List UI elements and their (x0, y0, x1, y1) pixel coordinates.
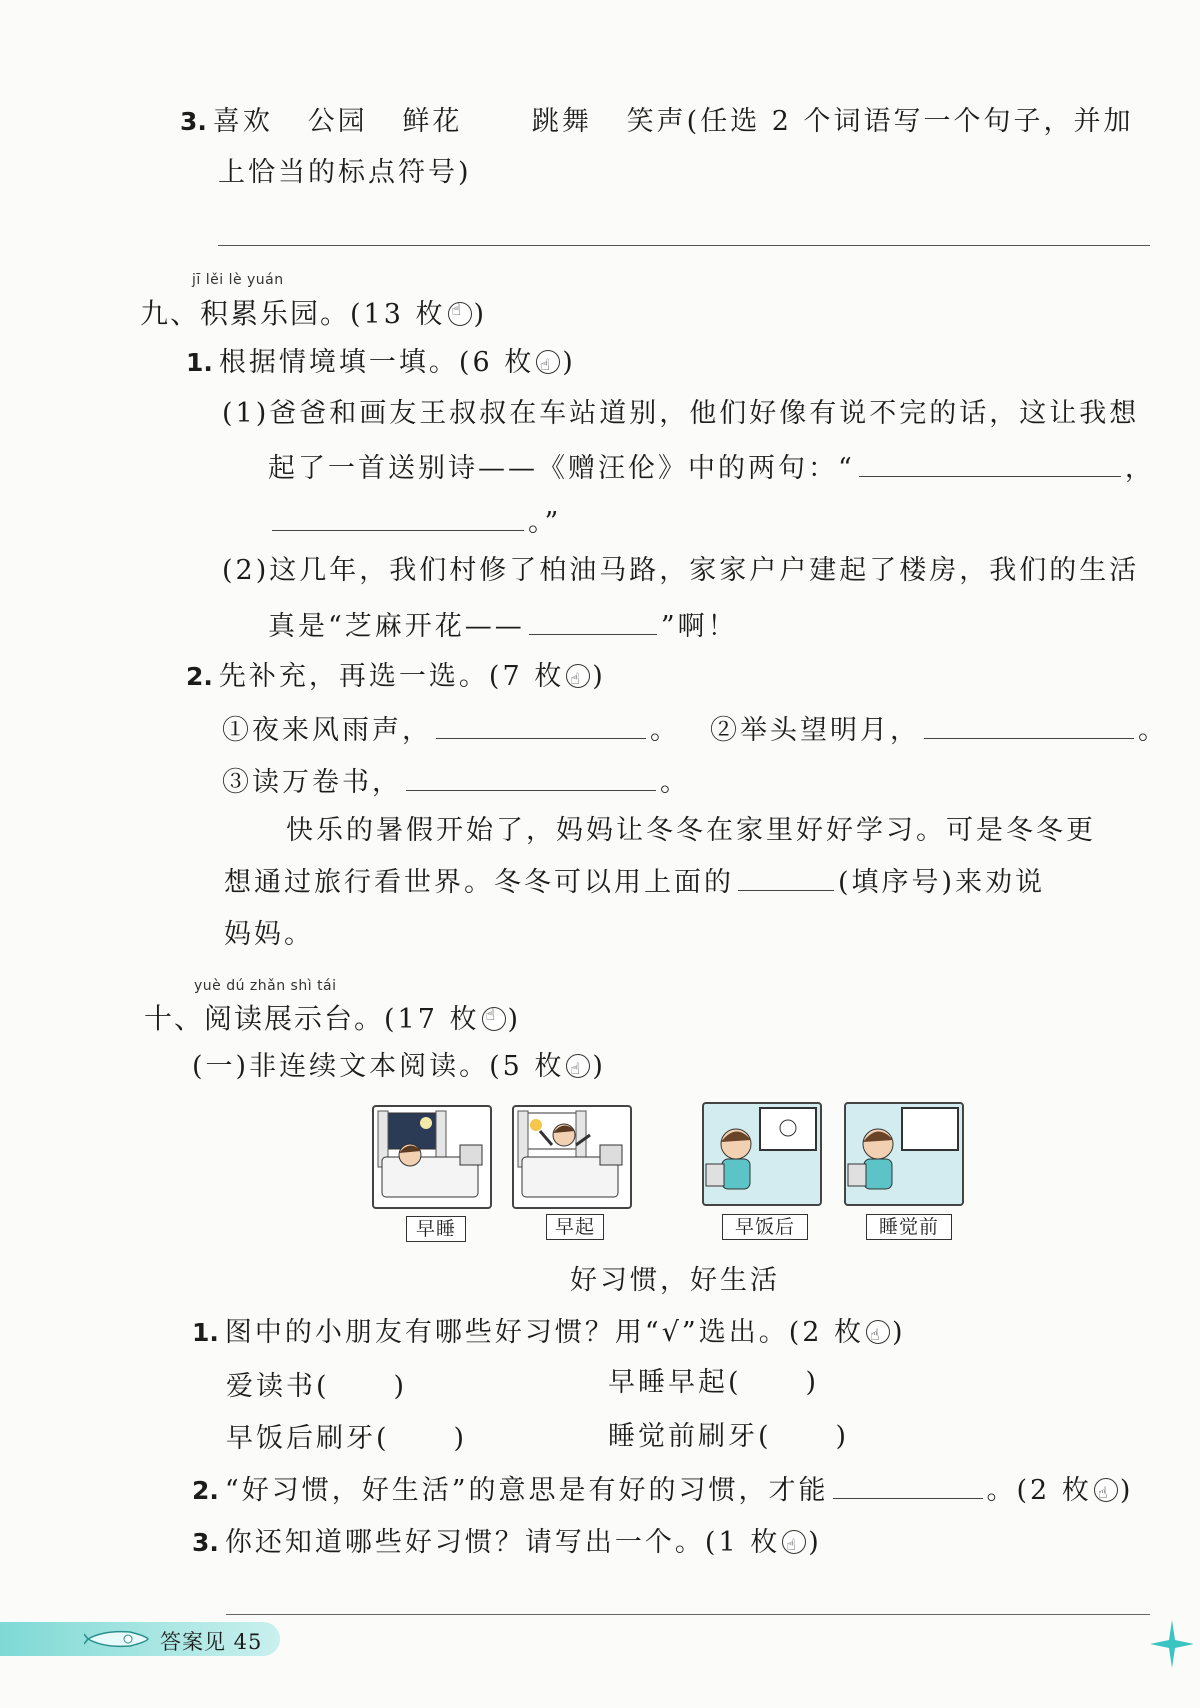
section10-pinyin: yuè dú zhǎn shì tái (194, 978, 337, 994)
caption-after-breakfast: 早饭后 (722, 1214, 808, 1240)
s10-q3-text: 你还知道哪些好习惯？请写出一个。(1 枚 (224, 1527, 781, 1558)
s10-q2-text: “好习惯，好生活”的意思是有好的习惯，才能 (224, 1475, 829, 1506)
section10-score-close: ) (507, 1004, 522, 1035)
s10-q2-close: ) (1119, 1475, 1134, 1506)
early-sleep-picture (372, 1105, 492, 1209)
s9-q2-item1-period: 。 (650, 715, 680, 746)
s9-q2-text: 先补充，再选一选。(7 枚 (218, 661, 565, 692)
s10-q1-opt4-close: ) (835, 1421, 850, 1452)
s10-q3-number: 3. (192, 1528, 219, 1557)
before-bed-picture (844, 1102, 964, 1206)
s9-q2-item2-period: 。 (1138, 715, 1168, 746)
q3-word-4: 跳舞 (531, 106, 592, 137)
answer-reference: 答案见 45 (160, 1630, 263, 1654)
s9-q2-para-line1: 快乐的暑假开始了，妈妈让冬冬在家里好好学习。可是冬冬更 (286, 815, 1096, 846)
s9-q1-s2-prompt: 真是“芝麻开花—— (268, 611, 525, 642)
s10-q2-line (192, 1474, 1133, 1508)
s10-q1-opt1[interactable] (226, 1370, 407, 1404)
q3-answer-line[interactable] (218, 245, 1150, 246)
q3-word-2: 公园 (307, 106, 368, 137)
s10-part1-close: ) (592, 1051, 606, 1082)
s10-q3-heading (192, 1526, 822, 1560)
thumbs-up-icon (1094, 1478, 1118, 1502)
rocket-icon (84, 1628, 150, 1650)
s10-q2-number: 2. (192, 1476, 219, 1505)
s9-q2-item2 (710, 714, 1168, 748)
q3-word-1: 喜欢 (212, 106, 273, 137)
s9-q2-item3-text: ③读万卷书， (222, 767, 402, 798)
s10-part1-title: (一)非连续文本阅读。(5 枚 (192, 1051, 565, 1082)
s10-q1-opt2-label: 早睡早起( (608, 1367, 742, 1398)
s10-q3-close: ) (808, 1527, 822, 1558)
s10-q2-end: 。(2 枚 (986, 1475, 1092, 1506)
s10-q1-opt4[interactable] (608, 1420, 849, 1454)
brushing-teeth-morning-illustration (704, 1104, 820, 1204)
s9-q2-para-blank[interactable] (738, 866, 834, 891)
s10-q1-opt1-close: ) (393, 1371, 408, 1402)
thumbs-up-icon (566, 1054, 590, 1078)
s9-q1-s1-end: 。” (528, 507, 562, 538)
section10-score: (17 枚 (384, 1004, 480, 1035)
section10-title: 十、阅读展示台。 (144, 1002, 385, 1035)
caption-before-bed: 睡觉前 (866, 1214, 952, 1240)
s9-q2-item2-blank[interactable] (924, 714, 1134, 739)
s9-q2-item1-text: ①夜来风雨声， (222, 715, 432, 746)
s9-q2-number: 2. (186, 662, 213, 691)
s9-q1-s1-line3 (268, 506, 561, 540)
s9-q1-s1-line1: (1)爸爸和画友王叔叔在车站道别，他们好像有说不完的话，这让我想 (222, 398, 1140, 429)
q3-word-3: 鲜花 (402, 106, 463, 137)
s9-q1-s2-end: ”啊！ (660, 611, 738, 642)
q3-word-5: 笑声 (626, 106, 687, 137)
s9-q2-para-line3: 妈妈。 (224, 919, 314, 950)
picture-caption: 好习惯，好生活 (570, 1265, 780, 1296)
section9-score-close: ) (473, 299, 488, 330)
s9-q2-para-line2 (224, 866, 1045, 900)
thumbs-up-icon (866, 1320, 890, 1344)
s10-q1-opt3-label: 早饭后刷牙( (226, 1423, 390, 1454)
s10-q1-opt2-close: ) (805, 1367, 820, 1398)
s10-q1-heading (192, 1316, 906, 1350)
s10-q1-number: 1. (192, 1318, 219, 1347)
s9-q1-s1-blank2[interactable] (272, 506, 524, 531)
s9-q2-item2-text: ②举头望明月， (710, 715, 920, 746)
s9-q1-s2-line2 (268, 610, 738, 644)
s10-q2-blank[interactable] (833, 1474, 983, 1499)
s9-q2-item3 (222, 766, 690, 800)
s9-q2-item1-blank[interactable] (436, 714, 646, 739)
s9-q1-s1-prompt: 起了一首送别诗——《赠汪伦》中的两句：“ (268, 453, 855, 484)
after-breakfast-picture (702, 1102, 822, 1206)
footer-answer-tab (0, 1622, 280, 1656)
waking-child-illustration (514, 1107, 630, 1207)
thumbs-up-icon (536, 350, 560, 374)
s10-q1-opt4-label: 睡觉前刷牙( (608, 1421, 772, 1452)
s9-q2-close: ) (592, 661, 606, 692)
s9-q1-number: 1. (186, 348, 213, 377)
s10-q3-answer-line[interactable] (226, 1614, 1150, 1615)
q3-line1 (180, 105, 1134, 139)
early-rise-picture (512, 1105, 632, 1209)
s10-q1-opt2[interactable] (608, 1366, 819, 1400)
section10-heading (144, 997, 521, 1037)
s9-q2-para-prompt: 想通过旅行看世界。冬冬可以用上面的 (224, 867, 734, 898)
section9-score: (13 枚 (350, 299, 446, 330)
thumbs-up-icon (566, 664, 590, 688)
s9-q2-heading (186, 660, 606, 694)
thumbs-up-icon (482, 1007, 506, 1031)
s9-q1-heading (186, 346, 576, 380)
s10-q1-opt3[interactable] (226, 1422, 467, 1456)
caption-early-rise: 早起 (546, 1214, 604, 1240)
s10-part1-heading (192, 1050, 606, 1084)
section9-title: 九、积累乐园。 (140, 297, 351, 330)
s10-q1-text: 图中的小朋友有哪些好习惯？用“√”选出。(2 枚 (224, 1317, 865, 1348)
s10-q1-close: ) (892, 1317, 906, 1348)
s9-q1-s2-line1: (2)这几年，我们村修了柏油马路，家家户户建起了楼房，我们的生活 (222, 555, 1140, 586)
s9-q1-s2-blank[interactable] (529, 610, 657, 635)
s9-q1-s1-comma: ， (1124, 453, 1155, 484)
s9-q1-text: 根据情境填一填。(6 枚 (218, 347, 535, 378)
s9-q1-close: ) (562, 347, 576, 378)
s9-q1-s1-line2 (268, 452, 1155, 486)
q3-number: 3. (180, 107, 207, 136)
brushing-teeth-night-illustration (846, 1104, 962, 1204)
s9-q1-s1-blank1[interactable] (859, 452, 1121, 477)
s9-q2-para-end: (填序号)来劝说 (838, 867, 1046, 898)
s9-q2-item1 (222, 714, 680, 748)
section9-heading (140, 292, 487, 332)
sleeping-child-illustration (374, 1107, 490, 1207)
s10-q1-opt3-close: ) (453, 1423, 468, 1454)
section9-pinyin: jī lěi lè yuán (192, 272, 284, 288)
thumbs-up-icon (448, 302, 472, 326)
s10-q1-opt1-label: 爱读书( (226, 1371, 330, 1402)
thumbs-up-icon (782, 1530, 806, 1554)
caption-early-sleep: 早睡 (406, 1216, 466, 1242)
s9-q2-item3-blank[interactable] (406, 766, 656, 791)
q3-instruction: (任选 2 个词语写一个句子，并加 (686, 106, 1134, 137)
q3-instruction-cont: 上恰当的标点符号) (218, 157, 472, 188)
star-sparkle-icon (1150, 1620, 1194, 1668)
s9-q2-item3-period: 。 (660, 767, 690, 798)
